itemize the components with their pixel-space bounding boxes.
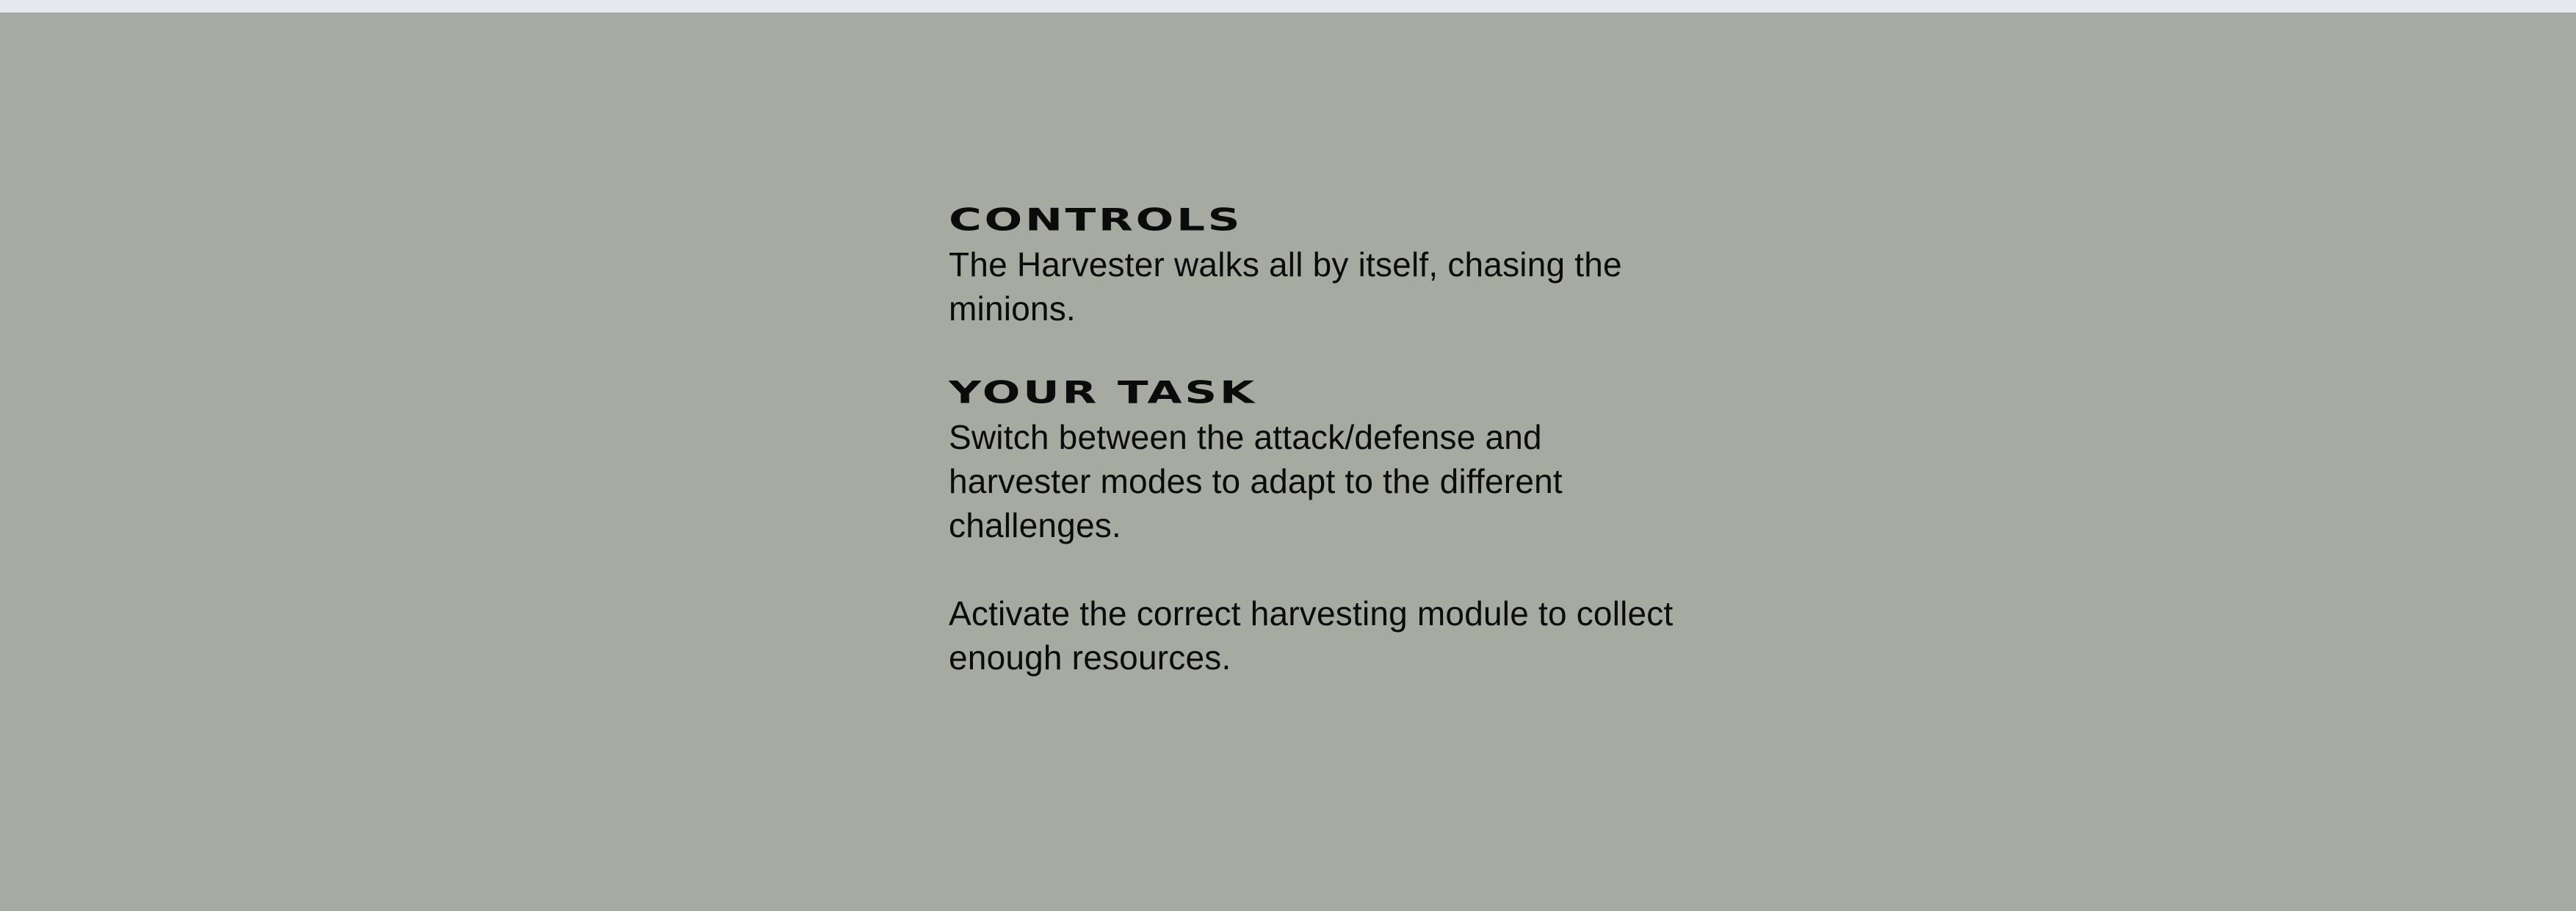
task-note-section bbox=[949, 591, 1683, 680]
task-text: Switch between the attack/defense and harvester modes to adapt to the different challenges. bbox=[949, 418, 1563, 544]
task-section bbox=[949, 375, 1683, 547]
instructions-panel bbox=[949, 202, 1683, 680]
controls-text: The Harvester walks all by itself, chasing the minions. bbox=[949, 245, 1622, 328]
controls-section bbox=[949, 202, 1683, 331]
task-heading: YOUR TASK bbox=[949, 375, 1257, 411]
top-strip bbox=[0, 0, 2576, 12]
task-text-2: Activate the correct harvesting module to collect enough resources. bbox=[949, 594, 1674, 677]
controls-heading: CONTROLS bbox=[949, 202, 1243, 238]
